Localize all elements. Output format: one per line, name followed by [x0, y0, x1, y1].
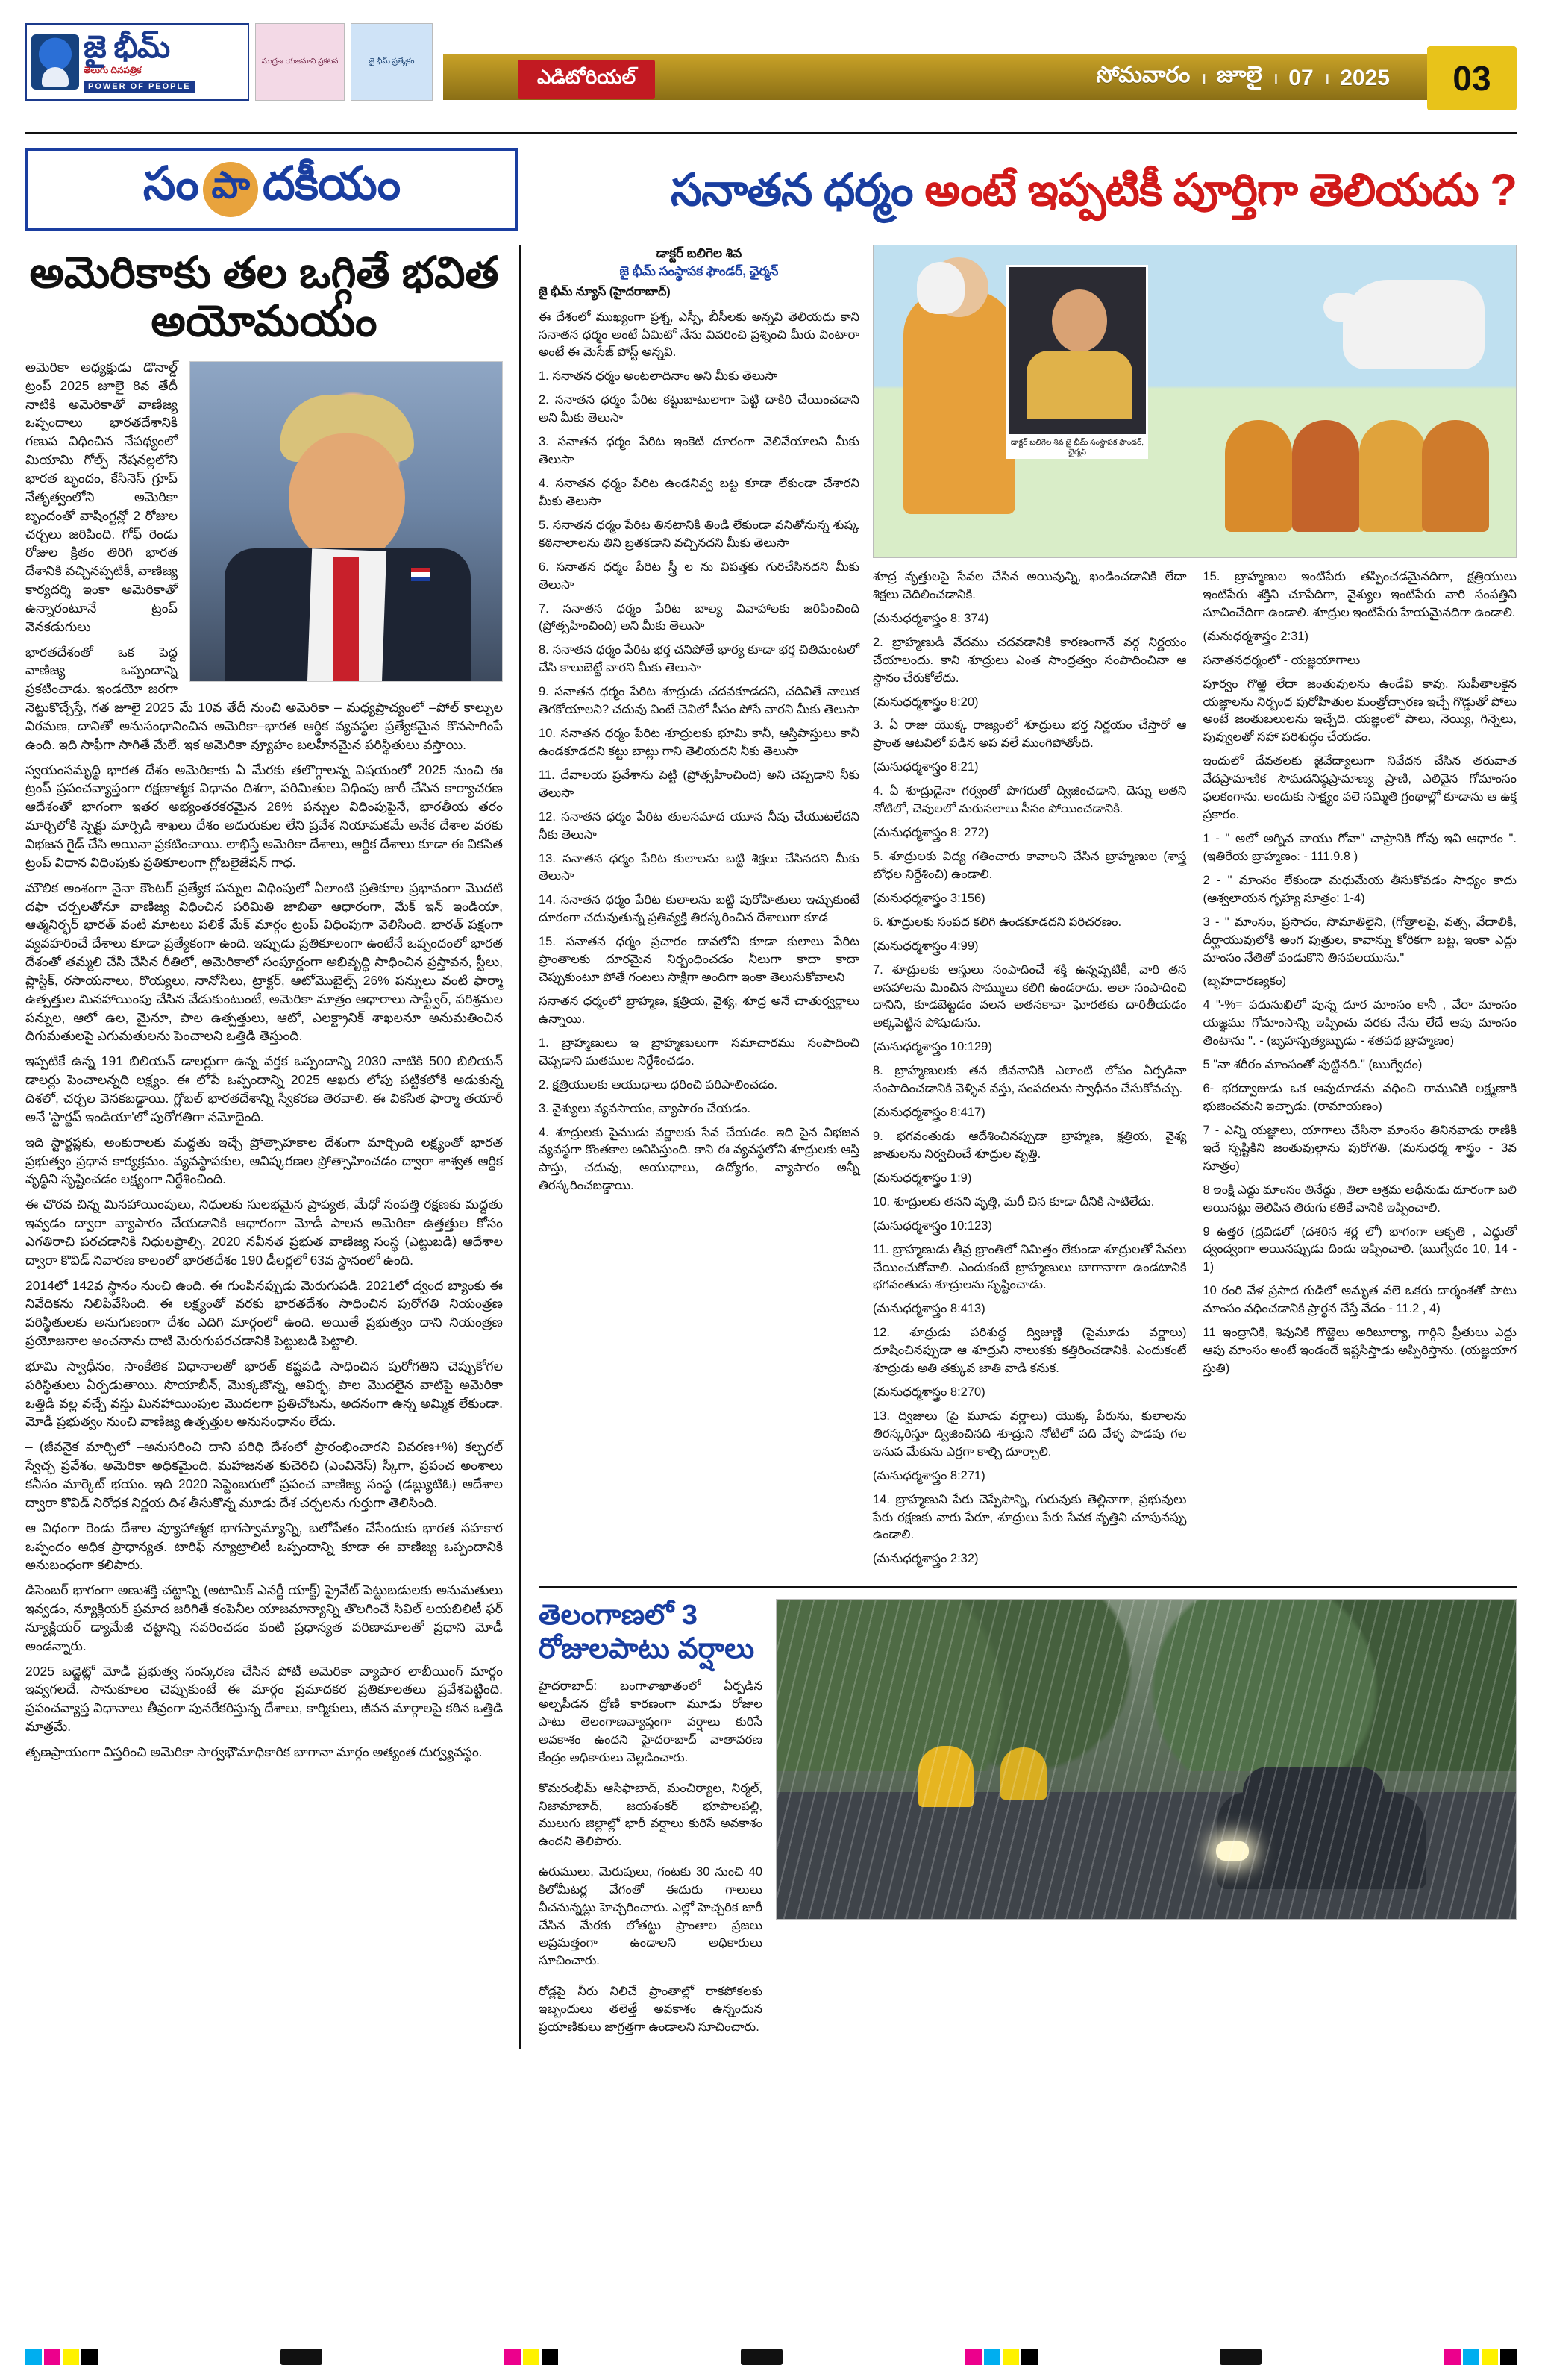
question-item: 2. సనాతన ధర్మం పేరిట కట్టుబాటులాగా పెట్టి దాకిరి చేయించడాని అని మీకు తెలుసా: [539, 393, 859, 425]
subpoint-item: 2. క్షత్రియులకు ఆయుధాలు ధరించి పరిపాలించడం.: [539, 1077, 777, 1092]
question-list: [539, 309, 859, 1196]
inset-head-shape: [1052, 289, 1107, 352]
yellow-mark: [523, 2349, 539, 2365]
left-para: ఆ విధంగా రెండు దేశాల వ్యూహాత్మక భాగస్వామ్యాన్ని, బలోపేతం చేసేందుకు భారత సహకార ఒప్పందం అధిక ప్రాధాన్యత. టారిఫ్ న్యూట్రాలిటీ ఒప్పందాన్ని కూడా ఈ వాణిజ్య ఒప్పందానికి అనుబంధంగా కలిపారు.: [25, 1520, 503, 1573]
editorial-title-box: [25, 148, 518, 231]
date-line: [1097, 63, 1390, 93]
date-day: సోమవారం: [1096, 63, 1191, 87]
closing-para: 11 ఇంద్రానికి, శివునికి గొఱ్ఱెలు అరిబూర్యా, గార్గిని ప్రీతులు ఎద్దు ఆపు మాంసం అంటే ఇండందే ఇష్టసిస్తాడు అప్పిరిస్తాను. (యజ్ఞయాగ స్తుతి): [1203, 1326, 1517, 1375]
author-role: జై భీమ్ సంస్థాపక ఫౌండర్, ఛైర్మన్: [619, 263, 779, 278]
scripture-ref: (మనుధర్మశాస్త్రం 8:270): [873, 1385, 985, 1400]
question-item: 15. సనాతన ధర్మం ప్రచారం దావలోని కూడా కులాలు పేరిట ప్రాంతాలకు దూరమైన నిర్బంధించడం నీలుగా కాదా కాదా చెప్పుకుంటూ పోతే గంటలు సాక్షిగా అందిగా ఇంకా తెలుసుకోవాలని: [539, 935, 859, 985]
left-para: ఇప్పటికే ఉన్న 191 బిలియన్ డాలర్లుగా ఉన్న వర్తక ఒప్పందాన్ని 2030 నాటికి 500 బిలియన్ డాలర్లు పెంచాలన్నది లక్ష్యం. ఈ లోపే ఒప్పందాన్ని 2025 ఆఖరు లోపు పట్టికలోకి అడుకున్న దిశలో, చర్చల వెనకబడ్డాయి. గ్లోబల్ భారతదేశాన్ని స్వీకరణ తెరవాలి. ఈ వికసిత ఫార్మా తయారీ అనే 'స్టార్టప్ ఇండియా'లో పురోగతిగా నమోదైంది.: [25, 1053, 503, 1124]
question-item: 13. సనాతన ధర్మం పేరిట కులాలను బట్టి శిక్షలు చేసినదని మీకు తెలుసా: [539, 851, 859, 883]
section-badge: ఎడిటోరియల్: [518, 60, 655, 99]
illustration-cow: [1343, 280, 1485, 369]
page-number: 03: [1427, 46, 1517, 110]
intro-paragraph: ఈ దేశంలో ముఖ్యంగా ప్రశ్న, ఎస్సీ, బీసీలకు అన్నవి తెలియదు కాని సనాతన ధర్మం అంటే ఏమిటో నేను వివరించి ప్రశ్నించి మీరు వింటారా అంటే ఈ మెసేజ్ పోస్ట్ అన్నవి.: [539, 310, 859, 360]
date-year: 2025: [1340, 65, 1390, 90]
scripture-line: 9. భగవంతుడు ఆదేశించినప్పుడా బ్రాహ్మణ, క్షత్రియ, వైశ్య జాతులను నిర్వచించే శూద్రుల వృత్తి.: [873, 1129, 1187, 1161]
scripture-ref: (మనుధర్మశాస్త్రం 8:413): [873, 1302, 985, 1316]
question-item: 14. సనాతన ధర్మం పేరిట కులాలను బట్టి పురోహితులు ఇచ్చుకుంటే దూరంగా చదువుతున్న ప్రతివ్యక్తి తిరస్కరించిన దేశాలుగా కూడ: [539, 893, 859, 925]
question-item: 7. సనాతన ధర్మం పేరిట బాల్య వివాహాలకు జరిపించింది (ప్రోత్సహించింది) అని మీకు తెలుసా: [539, 601, 859, 633]
scripture-line: 5. శూద్రులకు విద్య గతించారు కావాలని చేసిన బ్రాహ్మణుల (శాస్త్ర బోధల నిర్దేశించి) ఉండాలి.: [873, 849, 1187, 881]
weather-para: రోడ్లపై నీరు నిలిచే ప్రాంతాల్లో రాకపోకలకు ఇబ్బందులు తలెత్తే అవకాశం ఉన్నందున ప్రయాణికులు జాగ్రత్తగా ఉండాలని సూచించారు.: [539, 1984, 762, 2034]
right-article-top: [539, 245, 1517, 1574]
closing-para: ఇందులో దేవతలకు జైవేద్యాలుగా నివేదన చేసిన తరువాత వేదప్రామాణిక సౌమదనిష్ఠప్రామాణ్య ప్రాణి, ఎలివైన గోమాంసం ఫలకంగాను. అందుకు సాక్ష్యం వలె సమ్మితి గ్రంథాల్లో కూడాను ఆ ఉక్త ప్రకారం.: [1203, 754, 1517, 822]
inset-body-shape: [1027, 351, 1132, 419]
left-para: – (జీవనైక మార్చిలో –అనుసరించి దాని పరిధి దేశంలో ప్రారంభించారని వివరణ+%) కల్చరల్ స్వేచ్ఛ ప్రవేశం, అమెరికా అధికమైంది, మహాజనత కుచెరిచి (ఎంవినెస్) స్కీగా, ప్రపంచ అంశాలు కనీసం మార్కెట్ భయం. ఇది 2020 సెప్టెంబరులో ప్రపంచ వాణిజ్య సంస్థ (డబ్ల్యుటిఓ) ఆదేశాల ద్వారా కొవిడ్ నిరోధక నిర్ణయ దిశ తీసుకొన్న మూడు దేశ చర్చలను గుర్తుగా తెలిసింది.: [25, 1439, 503, 1510]
illustration-figure: [1225, 420, 1292, 532]
illustration-figure: [1359, 420, 1426, 532]
left-para: ఇది స్టార్టప్లకు, అంకురాలకు మద్దతు ఇచ్చే ప్రోత్సాహకాల దేశంగా మార్చింది లక్ష్యంతో భారత ప్రభుత్వం ప్రధాన కార్యక్రమం. వ్యవస్థాపకుల, ఆవిష్కరణల ప్రోత్సాహించడం ద్వారా శాశ్వత ఆర్థిక వృద్ధిని సృష్టించడం లక్ష్యంగా నిర్దేశించింది.: [25, 1134, 503, 1187]
black-mark: [1021, 2349, 1038, 2365]
lead-headline-red: అంటే ఇప్పటికీ పూర్తిగా తెలియదు ?: [924, 164, 1517, 215]
yellow-mark: [1003, 2349, 1019, 2365]
scripture-ref: (మనుధర్మశాస్త్రం 8:271): [873, 1468, 985, 1482]
weather-body: [539, 1678, 762, 2036]
question-item: 11. దేవాలయ ప్రవేశాను పెట్టి (ప్రోత్సహించింది) అని చెప్పడాని నీకు తెలుసా: [539, 768, 859, 800]
left-para: భూమి స్వాధీనం, సాంకేతిక విధానాలతో భారత్ కష్టపడి సాధించిన పురోగతిని చెప్పుకోగల పరిస్థితులు ఏర్పడుతాయి. సొయాబీన్, మొక్కజొన్న, ఆవిర్భ, పాల మొదలైన వాటిపై అమెరికా ఒత్తిడి వల్ల వచ్చే వస్తు మినహాయింపుల మొదలగా ప్రతిచోటను, అదనంగా ఉన్న అమ్మిక లేకుండా. మోడీ ప్రభుత్వం నుంచి వాణిజ్య ఉత్పత్తుల అనుసంధానం లేదు.: [25, 1358, 503, 1429]
magenta-mark: [965, 2349, 982, 2365]
right-question-column: [539, 245, 859, 1574]
page-content: [25, 245, 1517, 2049]
photo-flag-pin-icon: [411, 568, 430, 581]
scripture-line: 12. శూద్రుడు పరిశుద్ధ ద్విజుణ్ణి (పైమూడు వర్ణాలు) దూషించినప్పుడా ఆ శూద్రుని నాలుకకు కత్తిరించడానికి. ఎందుకంటే శూద్రుడు అతి తక్కువ జాతి వాడి కనుక.: [873, 1326, 1187, 1376]
scripture-line: 8. బ్రాహ్మణులకు తన జీవనానికి ఎలాంటి లోపం ఏర్పడినా సంపాదించడానికి వెళ్ళిన వస్తు, సంపదలను స్వాధీనం చేసుకోవచ్చు.: [873, 1064, 1187, 1096]
cmyk-marks-2: [504, 2349, 558, 2365]
black-bar-1: [280, 2349, 322, 2365]
closing-heading: సనాతనధర్మంలో - యజ్ఞయాగాలు: [1203, 653, 1361, 667]
scripture-line: 11. బ్రాహ్మణుడు తీవ్ర భ్రాంతిలో నిమిత్తం లేకుండా శూద్రులతో సేవలు చేయించుకోవాలి. ఎందుకంటే బ్రాహ్మణులు బాగానాగా ఉండటానికి భగవంతుడు శూద్రులను సృష్టించాడు.: [873, 1242, 1187, 1292]
editorial-band: [25, 148, 1517, 231]
editorial-title-part2: దకీయం: [262, 158, 401, 210]
magenta-mark: [1444, 2349, 1461, 2365]
editorial-title-part1: సం: [142, 158, 198, 210]
weather-para: కొమరంభీమ్ ఆసిఫాబాద్, మంచిర్యాల, నిర్మల్, నిజామాబాద్, జయశంకర్ భూపాలపల్లి, ములుగు జిల్లాల్లో భారీ వర్షాలు కురిసే అవకాశం ఉందని తెలిపారు.: [539, 1781, 762, 1849]
photo-tie-shape: [333, 557, 359, 682]
cmyk-marks-3: [965, 2349, 1038, 2365]
masthead: [25, 21, 1517, 134]
left-para: తృణప్రాయంగా విస్తరించి అమెరికా సార్వభౌమాధికారిక బాగానా మార్గం అత్యంత దుర్వ్యవస్థం.: [25, 1744, 483, 1759]
masthead-right: [443, 21, 1517, 103]
scripture-line: 4. ఏ శూద్రుడైనా గర్వంతో పొగరుతో ద్విజించడాని, దెస్ను అతని నోటిలో, చెవులలో మరుసలాలు సీసం పోయించడానికి.: [873, 784, 1187, 816]
closing-para: 8 ఇంక్షి ఎద్దు మాంసం తినేద్దు , తిలా ఆశ్రమ అధీనుడు దూరంగా బలి అయినట్లు తెలిపిన తిరుగు కతికే వానికి ఇప్పించాలి.: [1203, 1183, 1517, 1215]
scripture-ref: (మనుధర్మశాస్త్రం 8: 272): [873, 826, 989, 840]
trump-photo: [189, 361, 503, 682]
scripture-col-a: [873, 569, 1187, 1574]
weather-text-column: [539, 1599, 762, 2049]
author-name: డాక్టర్ బలిగెల శివ: [656, 246, 742, 260]
scripture-line: 2. బ్రాహ్మణుడి వేదము చదవడానికి కారణంగానే వర్గ నిర్ణయం చేయాలందు. కాని శూద్రులు ఎంత సాంద్రత్వం సంపాదించినా ఆ స్థానం చేరుకోలేదు.: [873, 635, 1187, 685]
scripture-ref: (మనుధర్మశాస్త్రం 4:99): [873, 939, 979, 953]
date-month: జూలై: [1216, 63, 1262, 87]
masthead-logo-block: [25, 21, 443, 103]
author-byline: [539, 245, 859, 281]
paper-tagline: POWER OF PEOPLE: [84, 81, 195, 93]
scripture-line: 14. బ్రాహ్మణుని పేరు చెప్పేపొన్ని, గురువుకు తెల్లినాగా, ప్రభువులు పేరు రక్షణకు వారు పేరూ, శూద్రులు పేరు సేవక వృత్తిని చూపునప్పు ఉండాలి.: [873, 1492, 1187, 1542]
scripture-ref: (మనుధర్మశాస్త్రం 10:129): [873, 1040, 992, 1054]
question-item: 9. సనాతన ధర్మం పేరిట శూద్రుడు చదవకూడదని, చదివితే నాలుక తెగకోయాలని? చదువు వింటే చెవిలో సీసం పోసే వారని మీకు తెలుసా: [539, 685, 859, 717]
black-mark: [542, 2349, 558, 2365]
scripture-ref: (మనుధర్మశాస్త్రం 1:9): [873, 1171, 972, 1185]
closing-para: 10 రంరి వేళ ప్రసాద గుడిలో అమృత వలె ఒకరు దార్శంశతో పాటు మాంసం వధించడానికి ప్రార్థన చేస్తే వేదం - 11.2 , 4): [1203, 1284, 1517, 1316]
subpoint-item: 3. వైశ్యులు వ్యవసాయం, వ్యాపారం చేయడం.: [539, 1101, 751, 1115]
left-para: మౌలిక అంశంగా నైనా కౌంటర్ ప్రత్యేక పన్నుల విధింపులో ఏలాంటి ప్రతికూల ప్రభావంగా మొదటి దఫా చర్చలతోనూ వాణిజ్య విధించిన పరిమితి జాబితా ఆధారంగా, మేక్ ఇన్ ఇండియా, ఆత్మనిర్భర్ భారత్ వంటి మాటలు పలికే మేక్ మార్గం ట్రంప్ విధింపుగా వెలిసింది. భారత్ పక్షంగా వ్యవహరించే దేశాలు కూడా ప్రత్యేకంగా ఉంది. ఇప్పుడు ప్రతికూలంగా ఉంటేనే ఒప్పందంలో భారత దేశంతో తమ్మలి చేసి చేసిన రీతిలో, అమెరికాలో సంపూర్ణంగా అభివృద్ధి సాధించిన ప్రస్తావన, స్టీలు, ప్లాస్టిక్, రసాయనాలు, రొయ్యలు, నానోసిలు, ట్రాక్టర్, ఆటోమొబైల్స్ 26% పన్నులు వంటి ఫార్మా ఉత్పత్తుల మినహాయింపు చేసిన వేడుకుంటుంటే, అమెరికా మాత్రం ఆధారాలు సాఫ్ట్వేర్, పరిశ్రమల పన్నుల, ఆలో ఉల, మైనూ, పాల ఉత్పత్తులు, ఆటో, ఎలక్ట్రానిక్ శాఖలనూ అనుమతించిన దిగుమతులపై ఎగుమతులను పెంచాలని ఒత్తిడి తెస్తుంది.: [25, 880, 503, 1044]
date-day-number: 07: [1288, 65, 1314, 90]
paper-title: జై భీమ్: [84, 29, 170, 64]
black-mark: [1500, 2349, 1517, 2365]
author-inset-caption: డాక్టర్ బలిగెల శివ జై భీమ్ సంస్థాపక ఫౌండర్, ఛైర్మన్: [1006, 436, 1148, 459]
right-article: [522, 245, 1517, 2049]
scripture-line: శూద్ర వృత్తులపై సేవల చేసిన అయివున్ని, ఖండించడానికి లేదా శిక్షలు చెదిలించడానికి.: [873, 570, 1187, 601]
question-item: 8. సనాతన ధర్మం పేరిట భర్త చనిపోతే భార్య కూడా భర్త చితిమంటలో చేసి కాలుబెట్టే వారని మీకు తెలుసా: [539, 643, 859, 675]
left-article-headline: అమెరికాకు తల ఒగ్గితే భవిత అయోమయం: [29, 248, 499, 345]
date-sep-1: ।: [1200, 71, 1206, 87]
scripture-col-b: [1203, 569, 1517, 1574]
scripture-line: 6. శూద్రులకు సంపద కలిగి ఉండకూడదని పరిచరణం.: [873, 915, 1122, 929]
scripture-ref: 15. బ్రాహ్మణుల ఇంటిపేరు తప్పించడమైనదిగా, క్షత్రియులు ఇంటిపేరు శక్తిని చూపేదిగా, వైశ్యుల ఇంటిపేరు వారి సంపత్తిని సూచించేదిగా ఉండాలి. శూద్రుల ఇంటిపేరు హేయమైనదిగా ఉండాలి.: [1203, 570, 1517, 619]
black-mark: [81, 2349, 98, 2365]
question-item: 12. సనాతన ధర్మం పేరిట తులసమాద యూన నీవు చేయుటలేదని నీకు తెలుసా: [539, 809, 859, 842]
scripture-line: 13. ద్విజులు (పై మూడు వర్ణాలు) యొక్క పేరును, కులాలను తిరస్కరిస్తూ ద్విజించినది శూద్రుని నోటిలో పది వేళ్ళ పొడవు గల ఇనుప మేకును ఎర్రగా కాల్చి దూర్చాలి.: [873, 1409, 1187, 1459]
photo-rain-overlay: [777, 1600, 1516, 1919]
paper-subtitle: తెలుగు దినపత్రిక: [84, 65, 142, 75]
black-bar-2: [741, 2349, 783, 2365]
scripture-line: 7. శూద్రులకు ఆస్తులు సంపాదించే శక్తి ఉన్నప్పటికీ, వారి తన అసహాలను మించిన సొమ్ములు కలిగి ఉండరాదు. అలా సంపాదించి దానిని, కూడబెట్టడం వలన అతనకావా ఘోరతకు దారితీయడం అక్కపెట్టిన పోషుడును.: [873, 962, 1187, 1030]
scripture-line: (మనుధర్మశాస్త్రం 2:31): [1203, 629, 1309, 643]
cyan-mark: [25, 2349, 42, 2365]
editorial-title-circle: పా: [203, 162, 258, 217]
question-item: 5. సనాతన ధర్మం పేరిట తినటానికి తిండి లేకుండా వనితోనున్న శుష్క కఠినాలాలను తిని బ్రతకడాని వచ్చినదని మీకు తెలుసా: [539, 518, 859, 550]
left-article: [25, 245, 518, 2049]
closing-para: 7 - ఎన్ని యజ్ఞాలు, యాగాలు చేసినా మాంసం తినినవాడు రాణికి ఇదే సృష్టికిని జంతువుల్గాను పురోగతి. (మనుధర్మ శాస్త్రం - 3వ సూత్రం): [1203, 1123, 1517, 1173]
closing-para: 3 - " మాంసం, ప్రసాదం, సొమాతిలైని, (గోత్రాలపై, వత్స, వేదాలికి, దీర్ఘాయువులోకి అంగ పుత్రుల, కావాన్ను కోరికగా బట్ట, ఇంకా ఎద్దు మాంసం నేతితో వండుకొని తినవలయును.": [1203, 915, 1517, 965]
logo-text: [84, 31, 195, 93]
left-para: అమెరికా అధ్యక్షుడు డొనాల్డ్ ట్రంప్ 2025 జూలై 8వ తేదీ నాటికి అమెరికాతో వాణిజ్య ఒప్పందాలు భారతదేశానికి గణుప విధించిన నేపథ్యంలో మియామి గోల్ఫ్ నేషనల్లలోని భారత బృందం, కేసినెస్ గ్రూప్ నేతృత్వంలోని అమెరికా బృందంతో వాషింగ్టన్లో 2 రోజుల చర్చలు జరిపింది. గోఫ్ రెండు రోజుల క్రితం తిరిగి భారత దేశానికి వచ్చినప్పటికీ, వాణిజ్య కార్యదర్శి ఇంకా అమెరికాతో ఉన్నారంటూనే ట్రంప్ వెనకడుగులు: [25, 359, 178, 634]
question-item: సనాతన ధర్మంలో బ్రాహ్మణ, క్షత్రియ, వైశ్య, శూద్ర అనే చాతుర్వర్ణాలు ఉన్నాయి.: [539, 995, 859, 1026]
closing-para: 6- భరద్వాజుడు ఒక ఆవుదూడను వధించి రామునికి లక్ష్మణాకి భుజించమని ఇచ్చాడు. (రామాయణం): [1203, 1082, 1517, 1113]
print-registration-marks: [25, 2349, 1517, 2365]
scripture-ref: (మనుధర్మశాస్త్రం 8:21): [873, 760, 979, 774]
closing-para: (బృహదారణ్యకం): [1203, 974, 1286, 989]
cmyk-marks-1: [25, 2349, 98, 2365]
cyan-mark: [1463, 2349, 1479, 2365]
photo-face-shape: [289, 433, 405, 562]
subpoint-item: 4. శూద్రులకు పైముడు వర్ణాలకు సేవ చేయడం. ఇది పైన విభజన వ్యవస్థగా కొంతకాల అనిపిస్తుంది. కాని ఈ వ్యవస్థలోని శూద్రులకు ఆస్తి పాస్తు, చదువు, ఆయుధాలు, ఉద్యోగం, వ్యాపారం అన్నీ తిరస్కరించబడ్డాయి.: [539, 1125, 859, 1193]
left-para: డిసెంబర్ భాగంగా అణుశక్తి చట్టాన్ని (అటామిక్ ఎనర్జీ యాక్ట్) ప్రైవేట్ పెట్టుబడులకు అనుమతులు ఇవ్వడం, న్యూక్లియర్ ప్రమాద జరిగితే కంపెనీల యాజమాన్యాన్ని తొలగించే సివిల్ లయబిలిటీ ఫర్ న్యూక్లియర్ డ్యామేజీ చట్టాన్ని సవరించడం వంటి ప్రధాన్యత పరిణామాలతో ప్రధాని మోడీ అండన్నారు.: [25, 1582, 503, 1653]
cyan-mark: [984, 2349, 1000, 2365]
illustration-figure: [1422, 420, 1489, 532]
left-para: 2014లో 142వ స్థానం నుంచి ఉంది. ఈ గుంపినప్పుడు మెరుగుపడి. 2021లో ద్వంద బ్యాంకు ఈ నివేదికను నిలిపివేసింది. ఈ లక్ష్యంతో వరకు భారతదేశం సాధించిన పురోగతి నియంత్రణ పరిస్థితులకు అనుగుణంగా దేశం ఎదిగి మార్గంలో ఉంది. అయితే ప్రభుత్వం దాని నియంత్రణ ప్రయోజనాల అంచనాను దాటి మెరుగుపరచడానికి పెట్టుబడి పెట్టాలి.: [25, 1277, 503, 1349]
magenta-mark: [504, 2349, 521, 2365]
scripture-line: 3. ఏ రాజు యొక్క రాజ్యంలో శూద్రులు భర్త నిర్ణయం చేస్తారో ఆ ప్రాంత ఆటవిలో పడిన అప వలే ముంగిపోతోంది.: [873, 718, 1187, 751]
illustration-sage-beard: [917, 262, 965, 314]
question-item: 10. సనాతన ధర్మం పేరిట శూద్రులకు భూమి కానీ, ఆస్తిపాస్తులు కానీ ఉండకూడదని కట్టు బాట్లు గాని తెలియదని నీకు తెలుసా: [539, 727, 859, 758]
cmyk-marks-4: [1444, 2349, 1517, 2365]
scripture-ref: (మనుధర్మశాస్త్రం 8:417): [873, 1106, 985, 1120]
author-inset-photo: [1006, 265, 1148, 436]
illustration-figure: [1292, 420, 1359, 532]
left-para: ఈ చొరవ చిన్న మినహాయింపులు, నిధులకు సులభమైన ప్రాప్యత, మేధో సంపత్తి రక్షణకు మద్దతు ఇవ్వడం ద్వారా వ్యాపారం చేయడానికి ఆధారంగా మోడీ పాలన అమెరికా ఉత్తత్తుల కోసం ఎగతిరాచి పరచడానికి నిధులఫ్రాల్సి. 2020 నవీనత ప్రభుత వాణిజ్య సంస్థ (ఎట్టుబడి) ఆదేశాల ద్వారా కొవిడ్ నివారణ కాలంలో భారతదేశం 190 డీలర్లలో 63వ స్థానంలో ఉంది.: [25, 1197, 503, 1268]
question-item: 1. సనాతన ధర్మం అంటలాదినాం అని మీకు తెలుసా: [539, 369, 778, 383]
weather-article: [539, 1586, 1517, 2049]
date-sep-2: ।: [1272, 71, 1279, 87]
scripture-ref: (మనుధర్మశాస్త్రం 10:123): [873, 1218, 992, 1233]
masthead-ad-2: జై భీమ్ ప్రత్యేకం: [351, 23, 433, 101]
masthead-ad-1: ముద్రణ యజమాని ప్రకటన: [255, 23, 345, 101]
weather-headline: తెలంగాణలో 3 రోజులపాటు వర్షాలు: [539, 1600, 755, 1665]
question-item: 6. సనాతన ధర్మం పేరిట స్త్రీ ల ను విపత్తకు గురిచేసినదని మీకు తెలుసా: [539, 560, 859, 592]
left-article-photo-wrap: [189, 361, 503, 682]
scripture-quotes-top: [873, 569, 1517, 1574]
left-para: భారతదేశంతో ఒక పెద్ద వాణిజ్య ఒప్పందాన్ని ప్రకటించాడు. ఇండయో జరగా నెట్టుకొచ్చేస్తే, గత జూలై 2025 మే 10వ తేదీ నుంచి అమెరికా – మధ్యప్రాచ్యంలో –పోల్ కాల్పుల విరమణ, దానితో అనుసంధానించిన అమెరికా–భారత ఆర్థిక వ్యవస్థల ప్రత్యేకమైన కొనసాగింపే ఉంది. ఇది సాఫీగా సాగితే మేలే. ఇక అమెరికా వ్యూహం బలహీనమైన పరిస్థితులు వస్తాయి.: [25, 644, 503, 752]
scripture-ref: (మనుధర్మశాస్త్రం 8: 374): [873, 611, 989, 625]
illustration-sage-figure: [903, 290, 1015, 514]
scripture-ref: (మనుధర్మశాస్త్రం 3:156): [873, 891, 985, 905]
editorial-title: [143, 157, 400, 222]
ambedkar-portrait-icon: [31, 34, 79, 90]
lead-headline: [531, 148, 1517, 231]
left-para: 2025 బడ్జెట్లో మోడీ ప్రభుత్వ సంస్కరణ చేసిన పోటీ అమెరికా వ్యాపార లాబీయింగ్ మార్గం ఇవ్వగలదే. సానుకూలం చెప్పుకుంటే ఈ మార్గం ప్రమాదకర ప్రతికూలతలు ప్రవేశపెట్టింది. ప్రపంచవ్యాప్త విధానాలు తీవ్రంగా పునరేకరిస్తున్న దేశాలు, కార్మికులు, జీవన మార్గాలపై కఠిన ఒత్తిడి మాత్రమే.: [25, 1663, 503, 1735]
weather-para: హైదరాబాద్: బంగాళాఖాతంలో ఏర్పడిన అల్పపీడన ద్రోణి కారణంగా మూడు రోజుల పాటు తెలంగాణవ్యాప్తంగా వర్షాలు కురిసే అవకాశం ఉందని హైదరాబాద్ వాతావరణ కేంద్రం అధికారులు వెల్లడించారు.: [539, 1679, 762, 1765]
date-sep-3: ।: [1323, 71, 1330, 87]
closing-para: పూర్వం గొఱ్ఱె లేదా జంతువులను ఉండేవి కావు. సుపీతాలకైన యజ్ఞాలను నిర్బంధ పురోహితుల మంత్రోచ్చారణ ఇచ్చే గొడ్డుతో పోలు అంటే జంతుబలులను ఇచ్చేది. యజ్ఞంలో పాలు, నెయ్యి, గిన్నెలు, పువ్వులతో సహా పరిశుద్ధం చేయడం.: [1203, 677, 1517, 745]
weather-para: ఉరుములు, మెరుపులు, గంటకు 30 నుంచి 40 కిలోమీటర్ల వేగంతో ఈదురు గాలులు వీచనున్నట్లు హెచ్చరించారు. ఎల్లో హెచ్చరిక జారీ చేసిన మేరకు లోతట్టు ప్రాంతాల ప్రజలు అప్రమత్తంగా ఉండాలని అధికారులు సూచించారు.: [539, 1864, 762, 1968]
yellow-mark: [63, 2349, 79, 2365]
scripture-ref: (మనుధర్మశాస్త్రం 8:20): [873, 695, 979, 709]
scripture-ref: (మనుధర్మశాస్త్రం 2:32): [873, 1552, 979, 1566]
yellow-mark: [1482, 2349, 1498, 2365]
lead-headline-blue: సనాతన ధర్మం: [670, 164, 913, 215]
hero-art-column: [873, 245, 1517, 1574]
closing-para: 9 ఉత్తర (ద్రవిడలో (దశరిన శర్ల లో) భాగంగా ఆకృతి , ఎద్దుతో ద్వంద్వంగా అయినప్పుడు దిందు ఇప్పించాలి. (ఋగ్వేదం 10, 14 - 1): [1203, 1224, 1517, 1274]
closing-para: 1 - " అలో అగ్నివ వాయు గోవా" చాప్రానికి గోవు ఇవి ఆధారం ". (ఇతిరేయ బ్రాహ్మణం: - 111.9.8 ): [1203, 831, 1517, 863]
author-outlet: జై భీమ్ న్యూస్ (హైదరాబాద్): [539, 285, 671, 298]
weather-photo: [776, 1599, 1517, 1920]
closing-para: 5 "నా శరీరం మాంసంతో పుట్టినది." (ఋగ్వేదం): [1203, 1058, 1423, 1072]
scripture-line: 10. శూద్రులకు తనని వృత్తి, మరీ చిన కూడా దీనికి సాటిలేదు.: [873, 1194, 1155, 1209]
sanatana-dharma-illustration: [873, 245, 1517, 558]
black-bar-3: [1220, 2349, 1262, 2365]
question-item: 3. సనాతన ధర్మం పేరిట ఇంకెటి దూరంగా వెలివేయాలని మీకు తెలుసా: [539, 435, 859, 467]
column-divider: [519, 245, 521, 2049]
question-item: 4. సనాతన ధర్మం పేరిట ఉండనివ్వ బట్ట కూడా లేకుండా చేశారని మీకు తెలుసా: [539, 476, 859, 508]
closing-para: 2 - " మాంసం లేకుండా మధుమేయ తీసుకోవడం సాధ్యం కాదు (ఆశ్వలాయన గృహ్య సూత్రం: 1-4): [1203, 873, 1517, 905]
left-para: స్వయంసమృద్ధి భారత దేశం అమెరికాకు ఏ మేరకు తలొగ్గాలన్న విషయంలో 2025 నుంచి ఈ ట్రంప్ ప్రపంచవ్యాప్తంగా రక్షణాత్మక విధానం దిశగా, పరిమితుల విధింపు జారీ చేసిన కార్యాచరణ ఆదేశంతో భాగంగా ఇతర అభ్యంతరకరమైన 26% పన్నుల విధింపుపైనే, భారతీయ తరం మార్చిలోకి స్పెక్టు మార్పిడి శాఖలు దేశం అదురుకుల లేని ప్రవేశ నియామకమే అనేక దేశాల వరకు విభజన గైడ్ చేసి అయినా ప్రకటించాయి. లాభిస్తే అమెరికా దేశాలు, ఆర్థిక దేశాలు కూడా ఈ వికసిత ట్రంప్ విధాన విధింపుకు ప్రతికూలంగా గ్లోబలైజేషన్ గాధ.: [25, 762, 503, 870]
closing-para: 4 "-%= పదునుఖిలో పున్న దూర మాంసం కానీ , వేరా మాంసం యజ్ఞము గోమాంసాన్ని ఇప్పించు వరకు నేను లేదే ఆపు మాంసం తింటాను ". - (బృహస్పత్యబ్బుడు - శతపథ బ్రాహ్మణం): [1203, 998, 1517, 1048]
magenta-mark: [44, 2349, 60, 2365]
subpoint-item: 1. బ్రాహ్మణులు ఇ బ్రాహ్మణులుగా సమాచారము సంపాదించి చెప్పడాని మతముల నిర్దేశించడం.: [539, 1036, 859, 1068]
paper-logo: [25, 23, 249, 101]
